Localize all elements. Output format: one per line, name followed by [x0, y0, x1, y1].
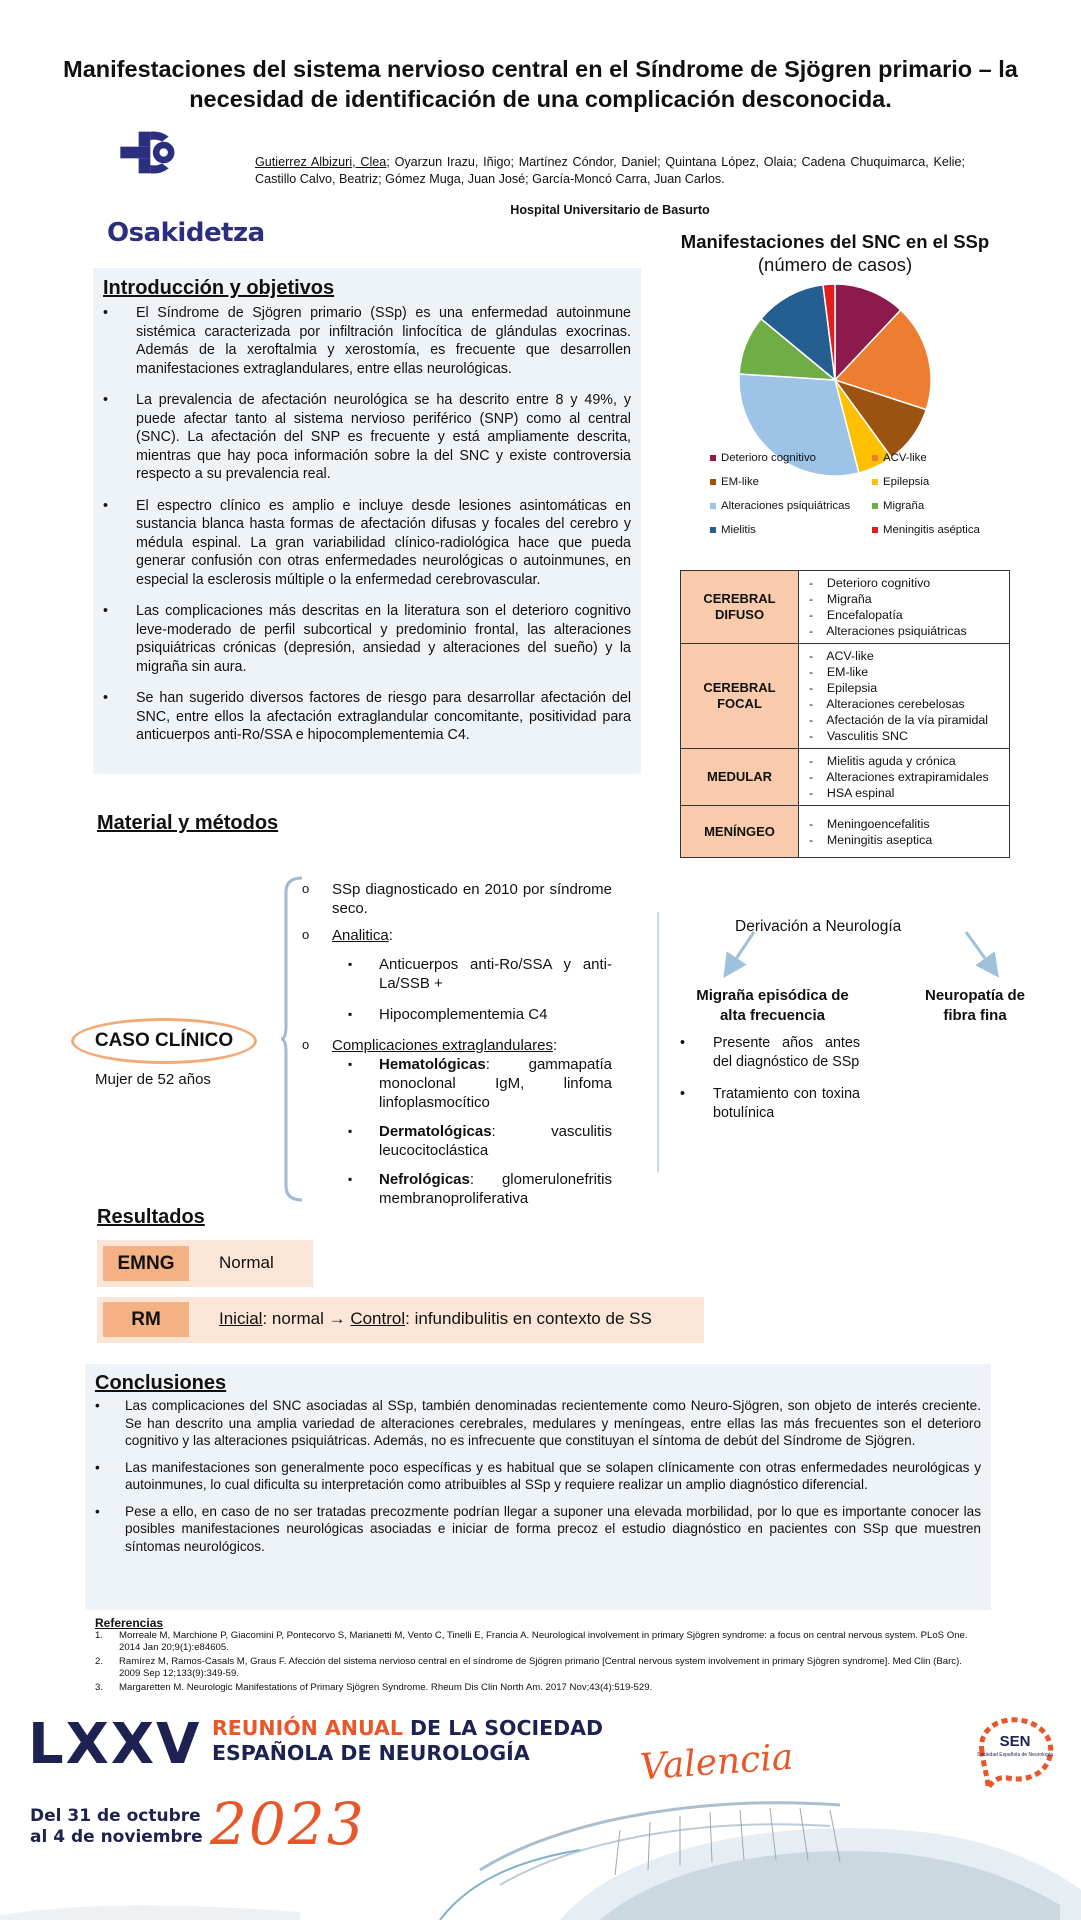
snc-classification-table [680, 570, 1010, 858]
conclusion-bullet: • Pese a ello, en caso de no ser tratadas precozmente podrían llegar a suponer una elevada morbilidad, por lo que es importante conocer las posibles manifestaciones neurológicas asociadas e iniciar de forma precoz el estudio diagnóstico en pacientes con SSp que muestren síntomas neurológicos. [95, 1503, 981, 1556]
snc-item: - Mielitis aguda y crónica [809, 754, 956, 768]
emng-label: EMNG [103, 1246, 189, 1281]
sen-logo-subtext: Sociedad Española de Neurología [977, 1752, 1053, 1758]
snc-item: - Alteraciones extrapiramidales [809, 770, 989, 784]
complication-type: Dermatológicas [379, 1123, 492, 1140]
legend-label: ACV-like [883, 452, 927, 464]
complication-type: Hematológicas [379, 1056, 486, 1073]
osakidetza-wordmark: Osakidetza [107, 218, 265, 248]
reference-text: Margaretten M. Neurologic Manifestations of Primary Sjögren Syndrome. Rheum Dis Clin North Am. 2017 Nov;43(4):519-529. [119, 1682, 653, 1693]
migraine-detail: • Presente años antes del diagnóstico de SSp [680, 1034, 860, 1071]
snc-table-row [681, 571, 1010, 644]
complication-desc: : vasculitis leucocitoclástica [379, 1123, 612, 1159]
complications-item: o Complicaciones extraglandulares: [300, 1036, 612, 1055]
results-heading: Resultados [97, 1206, 205, 1228]
snc-item: - Alteraciones cerebelosas [809, 697, 965, 711]
complication-desc: : gammapatía monoclonal IgM, linfoma linfoplasmocítico [379, 1056, 612, 1111]
legend-swatch [710, 455, 716, 461]
case-patient: Mujer de 52 años [95, 1071, 211, 1088]
intro-bullet: • La prevalencia de afectación neurológica se ha descrito entre 8 y 49%, y puede afectar tanto al sistema nervioso periférico (SNP) como al central (SNC). La afectación del SNP es frecuente y está ampliamente descrita, mientras que hay poca información sobre la del SNC y existe controversia respecto a su prevalencia real. [103, 391, 631, 484]
snc-item: - Alteraciones psiquiátricas [809, 624, 967, 638]
chart-title: Manifestaciones del SNC en el SSp [680, 231, 990, 252]
congress-name [212, 1716, 603, 1766]
hospital-name: Hospital Universitario de Basurto [510, 203, 710, 217]
congress-edition: LXXV [28, 1712, 202, 1777]
snc-category: MENÍNGEO [681, 806, 799, 858]
legend-swatch [872, 503, 878, 509]
legend-label: Alteraciones psiquiátricas [721, 500, 851, 512]
conclusion-bullet: • Las complicaciones del SNC asociadas al SSp, también denominadas recientemente como Neuro-Sjögren, son objeto de interés creciente. Se han descrito una amplia variedad de alteraciones cerebrales, medulares y meníngeas, entre ellas las más frecuentes son el deterioro cognitivo y las alteraciones psiquiátricas. Además, no es infrecuente que constituyan el síntoma de debút del Síndrome de Sjögren. [95, 1397, 981, 1450]
pie-chart [735, 280, 935, 480]
legend-entry [872, 452, 927, 464]
snc-table-row [681, 806, 1010, 858]
legend-swatch [710, 503, 716, 509]
snc-item: - ACV-like [809, 649, 874, 663]
legend-entry [710, 524, 756, 536]
snc-items [799, 571, 1010, 644]
date-line: al 4 de noviembre [30, 1827, 203, 1847]
other-authors: ; Oyarzun Irazu, Iñigo; Martínez Cóndor, Daniel; Quintana López, Olaia; Cadena Chuquimarca, Kelie; Castillo Calvo, Beatriz; Gómez Muga, Juan José; García-Moncó Carra, Juan Carlos. [255, 155, 965, 186]
complications-label: Complicaciones extraglandulares [332, 1037, 553, 1054]
snc-item: - Afectación de la vía piramidal [809, 713, 989, 727]
legend-label: Meningitis aséptica [883, 524, 980, 536]
rm-value [219, 1309, 652, 1329]
legend-entry [872, 500, 924, 512]
snc-items [799, 644, 1010, 749]
intro-bullet: • El Síndrome de Sjögren primario (SSp) es una enfermedad autoinmune sistémica caracterizada por infiltración linfocítica de glándulas exocrinas. Además de la xeroftalmia y xerostomía, es frecuente que desarrollen manifestaciones extraglandulares, entre ellas neurológicas. [103, 304, 631, 378]
congress-city: Valencia [638, 1736, 795, 1789]
snc-item: - HSA espinal [809, 786, 895, 800]
case-label: CASO CLÍNICO [71, 1018, 257, 1064]
snc-item: - Deterioro cognitivo [809, 576, 931, 590]
analitica-label: Analitica [332, 927, 389, 944]
rm-control-text: : infundibulitis en contexto de SS [405, 1309, 652, 1328]
legend-entry [710, 452, 816, 464]
references-section [95, 1617, 985, 1696]
snc-item: - Encefalopatía [809, 608, 903, 622]
complication-entry [300, 1122, 612, 1160]
chart-legend [710, 452, 1020, 572]
congress-name-orange: REUNIÓN ANUAL [212, 1716, 403, 1740]
reference-item: 2. Ramírez M, Ramos-Casals M, Graus F. Afección del sistema nervioso central en el síndrome de Sjögren primario [Central nervous system involvement in primary Sjögren syndrome]. Med Clin (Barc). 2009 Sep 12;133(9):349-59. [95, 1656, 962, 1679]
legend-entry [872, 524, 980, 536]
poster-title: Manifestaciones del sistema nervioso central en el Síndrome de Sjögren primario – la necesidad de identificación de una complicación desconocida. [63, 56, 1018, 112]
reference-text: Ramírez M, Ramos-Casals M, Graus F. Afección del sistema nervioso central en el síndrome de Sjögren primario [Central nervous system involvement in primary Sjögren syndrome]. Med Clin (Barc). 2009 Sep 12;133(9):349-59. [119, 1656, 962, 1679]
rm-label: RM [103, 1302, 189, 1337]
rm-control: Control [350, 1309, 406, 1328]
snc-item: - Migraña [809, 592, 872, 606]
complication-entry [300, 1170, 612, 1208]
snc-table-row [681, 749, 1010, 806]
references-heading: Referencias [95, 1616, 164, 1630]
rm-initial: Inicial [219, 1309, 263, 1328]
intro-bullet: • Las complicaciones más descritas en la literatura son el deterioro cognitivo leve-moderado de perfil subcortical y predominio frontal, las alteraciones psiquiátricas crónicas (depresión, ansiedad y alteraciones del sueño) y la migraña sin aura. [103, 602, 631, 676]
congress-name-blue: DE LA SOCIEDAD [402, 1716, 604, 1740]
snc-items [799, 749, 1010, 806]
methods-heading: Material y métodos [97, 812, 279, 834]
migraine-details [680, 1034, 860, 1122]
snc-item: - Epilepsia [809, 681, 878, 695]
legend-entry [710, 476, 759, 488]
legend-entry [872, 476, 929, 488]
chart-subtitle: (número de casos) [757, 254, 913, 275]
intro-heading: Introducción y objetivos [103, 277, 335, 299]
analitica-entry: ▪ Anticuerpos anti-Ro/SSA y anti-La/SSB + [300, 955, 612, 993]
date-line: Del 31 de octubre [30, 1806, 201, 1826]
diagnosis-item: o SSp diagnosticado en 2010 por síndrome seco. [300, 880, 612, 918]
snc-category: CEREBRAL FOCAL [681, 644, 799, 749]
analitica-item: o Analitica: [300, 926, 612, 945]
snc-category: MEDULAR [681, 749, 799, 806]
snc-item: - Meningitis aseptica [809, 832, 933, 847]
analitica-entry: ▪ Hipocomplementemia C4 [300, 1005, 612, 1024]
migraine-title: Migraña episódica de alta frecuencia [696, 987, 849, 1024]
intro-bullet: • El espectro clínico es amplio e incluye desde lesiones asintomáticas en sustancia blanca hasta formas de afectación difusas y focales del cerebro y médula espinal. La gran variabilidad clínico-radiológica hace que pueda generar confusión con otras enfermedades neurológicas o autoinmunes, en especial la esclerosis múltiple o la enfermedad cerebrovascular. [103, 497, 631, 590]
author-list [255, 154, 965, 188]
intro-bullet: • Se han sugerido diversos factores de riesgo para desarrollar afectación del SNC, entre ellos la afectación extraglandular concomitante, positividad para anticuerpos anti-Ro/SSA e hipocomplementemia C4. [103, 689, 631, 745]
reference-text: Morreale M, Marchione P, Giacomini P, Pontecorvo S, Marianetti M, Vento C, Tinelli E, Francia A. Neurological involvement in primary Sjögren syndrome: a focus on central nervous system. PLoS One. 2014 Jan 20;9(1):e84605. [119, 1630, 968, 1653]
osakidetza-logo-icon [107, 130, 247, 230]
intro-section [93, 268, 641, 774]
legend-swatch [710, 527, 716, 533]
legend-entry [710, 500, 850, 512]
snc-item: - Meningoencefalitis [809, 816, 930, 831]
legend-label: Migraña [883, 500, 925, 512]
conclusions-heading: Conclusiones [95, 1372, 227, 1394]
neuropathy-title: Neuropatía de fibra fina [924, 987, 1026, 1024]
conclusion-bullet: • Las manifestaciones son generalmente poco específicas y es habitual que se solapen clínicamente con otras enfermedades neurológicas y autoinmunes, lo cual dificulta su interpretación como atribuibles al SSp y requiere realizar un amplio diagnóstico diferencial. [95, 1459, 981, 1494]
legend-swatch [872, 455, 878, 461]
snc-table-row [681, 644, 1010, 749]
snc-items [799, 806, 1010, 858]
snc-item: - Vasculitis SNC [809, 729, 908, 743]
reference-item: 1. Morreale M, Marchione P, Giacomini P, Pontecorvo S, Marianetti M, Vento C, Tinelli E, Francia A. Neurological involvement in primary Sjögren syndrome: a focus on central nervous system. PLoS One. 2014 Jan 20;9(1):e84605. [95, 1630, 968, 1653]
emng-value: Normal [219, 1253, 274, 1272]
legend-swatch [872, 527, 878, 533]
legend-swatch [710, 479, 716, 485]
congress-dates [30, 1806, 203, 1848]
congress-name-line2: ESPAÑOLA DE NEUROLOGÍA [212, 1741, 530, 1765]
complication-entry [300, 1055, 612, 1112]
referral-arrows-icon [720, 920, 1010, 980]
congress-year: 2023 [210, 1790, 366, 1858]
legend-label: Epilepsia [883, 476, 930, 488]
conclusions-section [85, 1364, 991, 1610]
legend-swatch [872, 479, 878, 485]
referral-label: Derivación a Neurología [735, 918, 902, 935]
sen-logo-text: SEN [999, 1733, 1031, 1750]
case-details [300, 880, 612, 1208]
snc-item: - EM-like [809, 665, 869, 679]
reference-item: 3. Margaretten M. Neurologic Manifestations of Primary Sjögren Syndrome. Rheum Dis Clin North Am. 2017 Nov;43(4):519-529. [95, 1682, 653, 1693]
legend-label: Deterioro cognitivo [721, 452, 816, 464]
snc-category: CEREBRAL DIFUSO [681, 571, 799, 644]
rm-initial-text: : normal → [262, 1309, 351, 1328]
complication-desc: : glomerulonefritis membranoproliferativa [379, 1171, 612, 1207]
complication-type: Nefrológicas [379, 1171, 470, 1188]
migraine-detail: • Tratamiento con toxina botulínica [680, 1085, 860, 1122]
legend-label: Mielitis [721, 524, 756, 536]
divider [657, 912, 659, 1172]
chart-title-block [660, 230, 1010, 276]
legend-label: EM-like [721, 476, 759, 488]
first-author: Gutierrez Albizuri, Clea [255, 155, 387, 169]
